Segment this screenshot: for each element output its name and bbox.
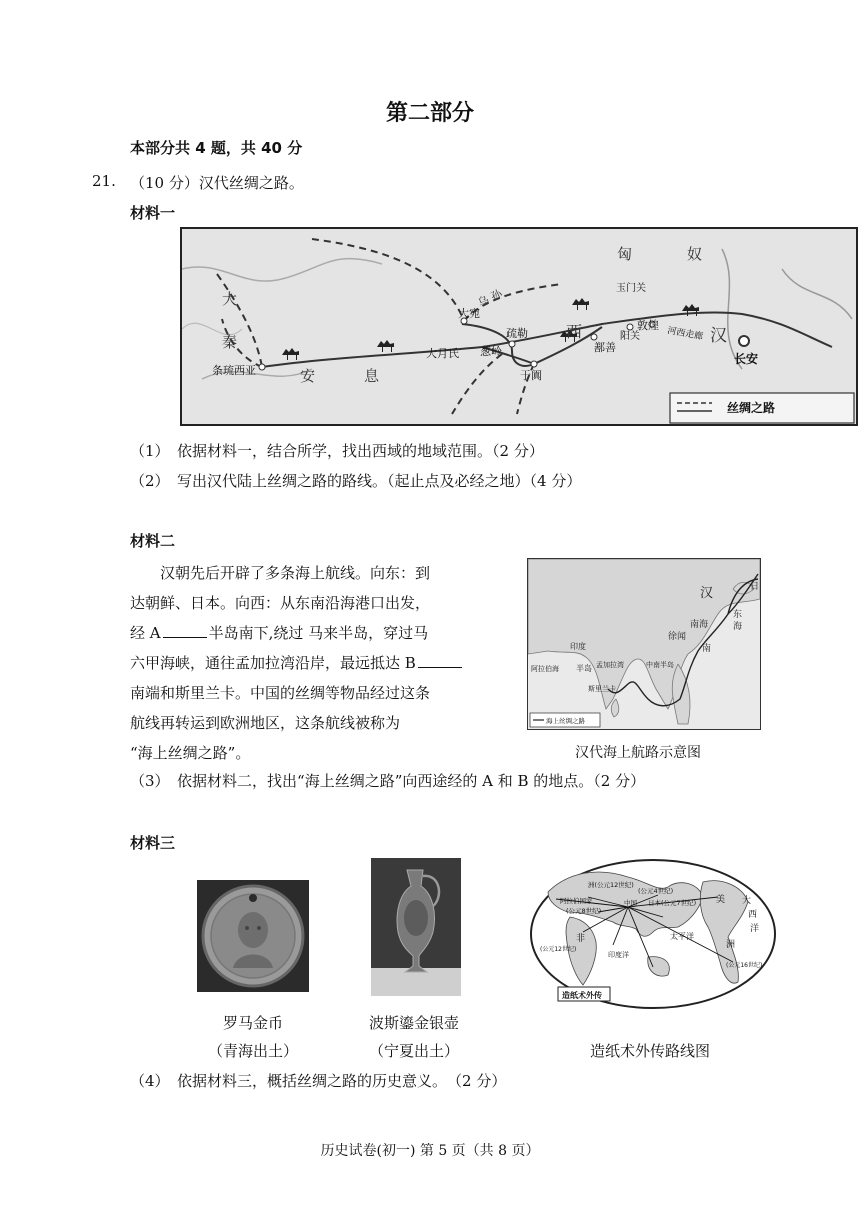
silk-road-map [180, 227, 858, 426]
roman-coin-photo [197, 880, 309, 992]
papermaking-map-svg [528, 857, 778, 1012]
map-legend-label: 丝绸之路 [727, 401, 776, 415]
material3-label: 材料三 [130, 834, 176, 852]
blank-a [163, 623, 207, 638]
paper-map-zhou: 洲 [726, 940, 736, 950]
material2-line-4a: 六甲海峡，通往孟加拉湾沿岸，最远抵达 B [130, 654, 416, 672]
map-label-xiongnu-1: 匈 [617, 245, 633, 263]
coin-subcaption: （青海出土） [207, 1042, 298, 1060]
map-label-qin: 秦 [222, 333, 238, 351]
ewer-subcaption: （宁夏出土） [368, 1042, 459, 1060]
map-label-shule: 疏勒 [506, 327, 528, 340]
paper-map-yang: 洋 [750, 924, 760, 934]
page-footer: 历史试卷(初一) 第 5 页（共 8 页） [320, 1143, 540, 1159]
sea-map-nanhai: 南海 [690, 620, 709, 630]
material2-line-3 [130, 622, 428, 643]
map-label-changan: 长安 [734, 352, 759, 366]
material2-line-3a: 经 A [130, 624, 161, 642]
section-note: 本部分共 4 题，共 40 分 [130, 139, 303, 157]
material1-label: 材料一 [130, 204, 176, 222]
blank-b [418, 653, 462, 668]
paper-map-xi: 西 [748, 910, 758, 920]
question-text: （10 分）汉代丝绸之路。 [130, 174, 304, 192]
map-label-da: 大 [222, 290, 238, 308]
roman-coin-svg [197, 880, 309, 992]
question-1: （1） 依据材料一，结合所学，找出西域的地域范围。（2 分） [130, 442, 544, 460]
material2-line-7: “海上丝绸之路”。 [130, 744, 251, 762]
sea-map-silanka: 斯里兰卡 [588, 685, 616, 693]
paper-map-caption: 造纸术外传路线图 [589, 1042, 710, 1060]
section-title: 第二部分 [385, 100, 474, 126]
question-number: 21. [92, 172, 116, 190]
paper-map-ou: 洲(公元12世纪) [588, 881, 634, 889]
map-label-shanshan: 鄯善 [594, 341, 616, 354]
sea-map-hai: 海 [733, 622, 743, 632]
sea-route-map-svg [528, 559, 760, 729]
persian-ewer-svg [371, 858, 461, 996]
material2-line-2: 达朝鲜、日本。向西：从东南沿海港口出发， [130, 594, 431, 612]
sea-map-yindu: 印度 [570, 642, 586, 651]
paper-map-legend: 造纸术外传 [562, 991, 602, 1000]
coin-caption: 罗马金币 [222, 1014, 283, 1032]
paper-map-da: 大 [742, 896, 752, 906]
map-label-yangguan: 阳关 [620, 331, 640, 342]
sea-map-bandao: 半岛 [576, 664, 592, 673]
sea-map-alabo: 阿拉伯海 [531, 665, 559, 673]
silk-road-map-svg [182, 229, 856, 424]
map-label-han: 汉 [710, 326, 727, 346]
sea-map-zhongnan: 中南半岛 [646, 661, 674, 669]
sea-map-ri: 日 [750, 582, 760, 592]
paper-map-gongyuan16: (公元16世纪) [726, 962, 763, 969]
map-label-anxi-2: 息 [364, 367, 380, 385]
map-label-congling: 葱岭 [480, 345, 502, 358]
map-label-dayuezhi: 大月氏 [426, 347, 459, 360]
paper-map-alabo: 阿拉伯国家 [560, 897, 593, 905]
map-label-xiongnu-2: 奴 [687, 245, 703, 263]
material2-line-4 [130, 652, 464, 673]
question-4: （4） 依据材料三，概括丝绸之路的历史意义。 （2 分） [130, 1072, 507, 1090]
material2-label: 材料二 [130, 532, 176, 550]
question-2: （2） 写出汉代陆上丝绸之路的路线。（起止点及必经之地）（4 分） [130, 472, 582, 490]
map-label-wusun: 乌 孙 [475, 287, 505, 310]
map-label-hexi: 河西走廊 [666, 326, 704, 343]
sea-map-nan: 南 [702, 644, 712, 654]
paper-map-gongyuan8: (公元8世纪) [566, 907, 602, 915]
sea-map-han: 汉 [700, 586, 714, 601]
paper-map-mei: 美 [716, 895, 726, 905]
map-label-xi: 西 [566, 322, 583, 341]
sea-route-map [527, 558, 761, 730]
material2-line-1: 汉朝先后开辟了多条海上航线。向东：到 [160, 564, 431, 582]
map-label-yutian: 于阗 [520, 369, 542, 382]
material2-line-3b: 半岛南下,绕过 马来半岛，穿过马 [208, 624, 429, 642]
papermaking-map [528, 857, 778, 1012]
map-label-yumenguan: 玉门关 [616, 283, 646, 294]
paper-map-gongyuan12: (公元12世纪) [540, 946, 577, 953]
sea-map-legend: 海上丝绸之路 [546, 717, 585, 725]
persian-ewer-photo [371, 858, 461, 996]
paper-map-fei: 非 [576, 934, 586, 944]
sea-map-xuwen: 徐闻 [668, 632, 687, 642]
material2-line-5: 南端和斯里兰卡。中国的丝绸等物品经过这条 [130, 684, 431, 702]
sea-map-caption: 汉代海上航路示意图 [575, 745, 701, 761]
ewer-caption: 波斯鎏金银壶 [368, 1014, 459, 1032]
map-label-tiaozhi: 条琉西亚 [212, 364, 256, 377]
map-label-dayuan: 大宛 [458, 307, 480, 320]
paper-map-yinduyang: 印度洋 [608, 951, 629, 959]
paper-map-zhongguo: 中国 [624, 899, 637, 907]
material2-line-6: 航线再转运到欧洲地区，这条航线被称为 [130, 714, 401, 732]
paper-map-gongyuan4: (公元4世纪) [638, 887, 674, 895]
question-3: （3） 依据材料二，找出“海上丝绸之路”向西途经的 A 和 B 的地点。（2 分） [130, 772, 646, 790]
paper-map-riben: 日本(公元7世纪) [648, 899, 697, 907]
paper-map-taipingyang: 太平洋 [670, 932, 694, 941]
map-label-anxi-1: 安 [300, 367, 316, 385]
sea-map-menjia: 孟加拉湾 [596, 661, 624, 669]
sea-map-dong: 东 [733, 610, 743, 620]
map-label-dunhuang: 敦煌 [637, 319, 659, 332]
